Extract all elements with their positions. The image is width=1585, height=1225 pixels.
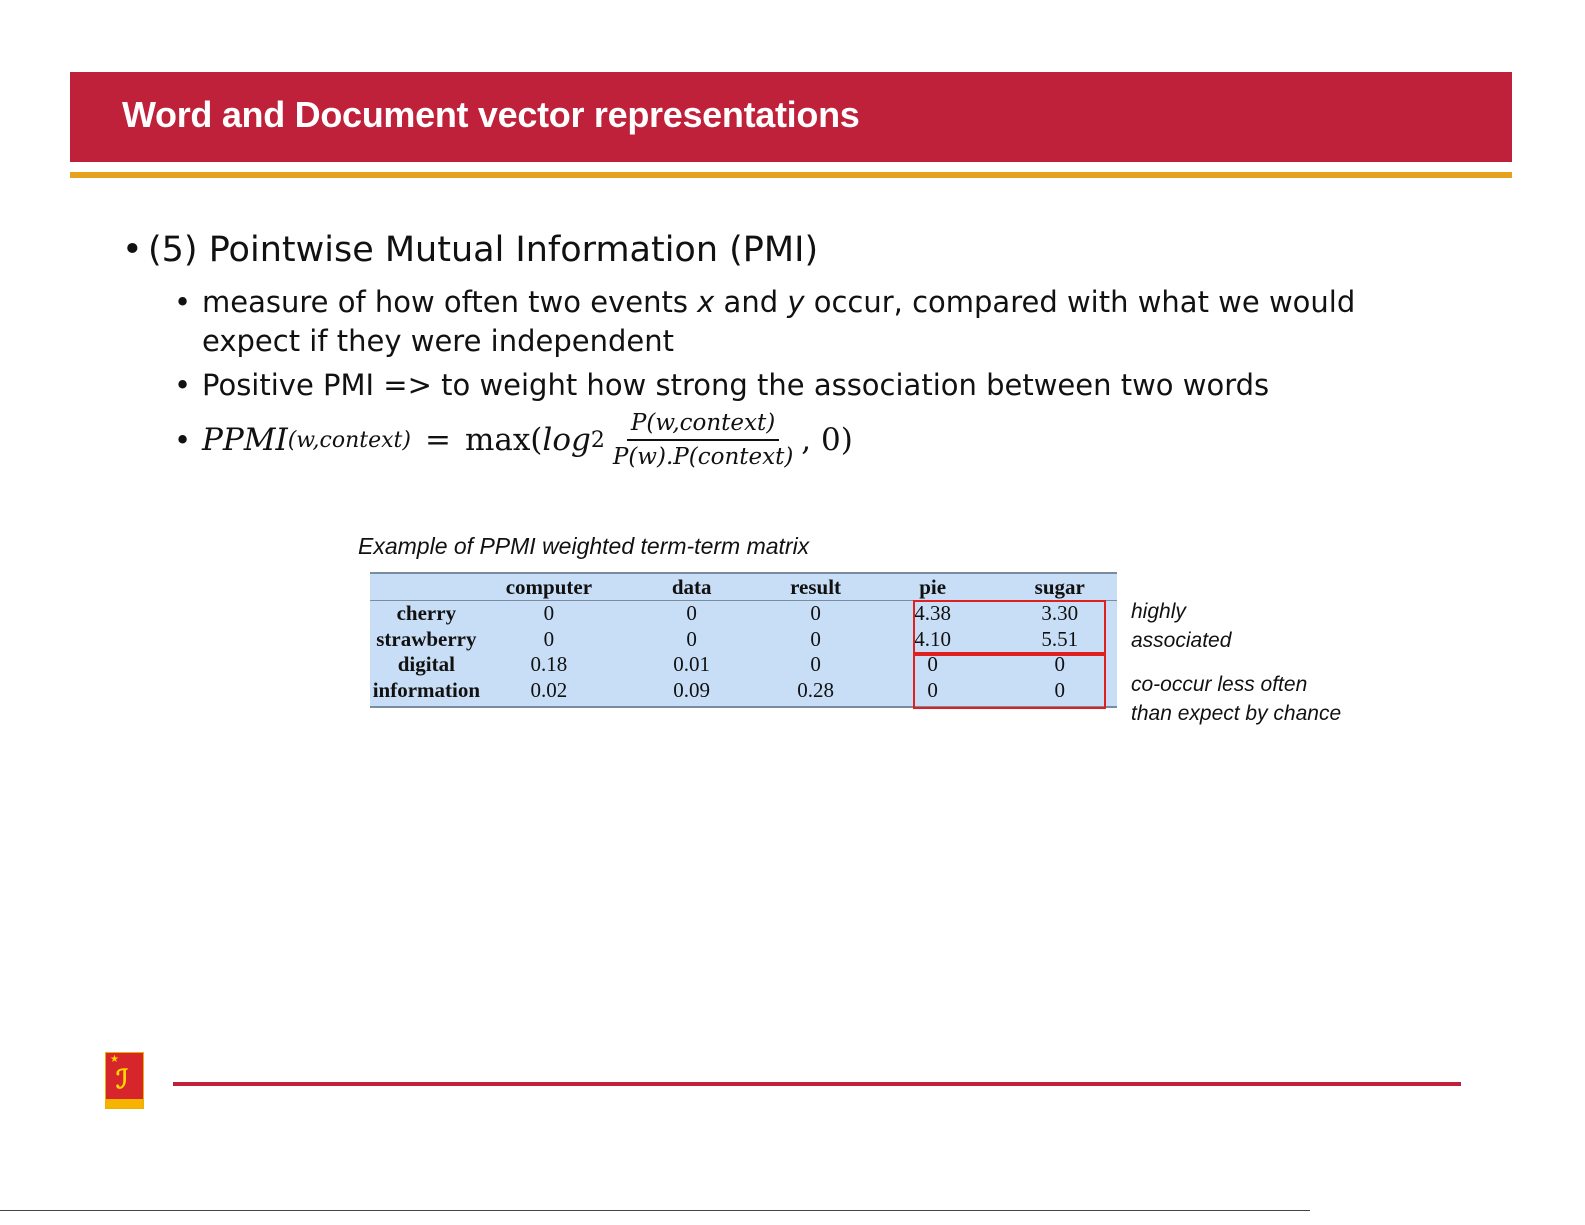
title-bar [70,72,1512,162]
column-header-pie: pie [863,574,1003,601]
table-cell: 0.09 [673,677,711,702]
note-cooccur-line1: co-occur less often [1131,673,1308,696]
table-cell: 0 [927,652,938,677]
variable-y: y [787,285,805,319]
university-logo-icon: ★ ℐ [105,1052,144,1109]
bullet-positive-pmi-text: Positive PMI => to weight how strong the association between two words [202,368,1270,402]
note-cooccur-line2: than expect by chance [1131,702,1342,725]
table-header-row [370,574,1117,601]
formula-log: log [542,422,591,458]
table-cell: 0 [686,601,697,626]
table-cell: 0 [1054,677,1065,702]
bullet-ppmi-formula [174,410,853,470]
slide-title: Word and Document vector representations [122,94,860,135]
bullet-pmi-definition [174,283,1404,361]
bullet-pmi-heading [122,230,818,270]
ppmi-formula [202,410,853,470]
formula-numerator: P(w,context) [627,410,779,441]
table-cell: 0 [543,601,555,626]
table-cell: 4.10 [914,626,952,651]
bullet-pmi-text: (5) Pointwise Mutual Information (PMI) [148,230,819,270]
table-cell: 0.02 [530,677,568,702]
bullet-definition-text [202,283,1382,361]
column-header-sugar: sugar [1002,574,1117,601]
page-bottom-line [0,1210,1310,1211]
table-cell: 0 [1054,652,1065,677]
table-cell: 3.30 [1041,601,1079,626]
row-label: digital [397,652,455,677]
definition-part2: and [714,285,788,319]
formula-fraction [609,410,797,470]
title-accent-rule [70,172,1512,178]
variable-x: x [697,285,715,319]
table-cell: 5.51 [1041,626,1079,651]
row-label: information [372,677,481,702]
definition-part1: measure of how often two events [202,285,698,319]
row-label: strawberry [376,626,477,651]
table-cell: 0.01 [673,652,711,677]
table-cell: 0 [810,652,821,677]
bullet-icon: • [174,368,192,402]
column-header-result: result [768,574,863,601]
footer-rule [173,1082,1461,1086]
table-cell: 0 [927,677,938,702]
bullet-positive-pmi [174,368,1269,402]
formula-denominator: P(w).P(context) [612,444,794,470]
bullet-icon: • [174,423,192,457]
column-header-data: data [615,574,768,601]
formula-tail: , 0) [801,422,853,458]
table-cell: 4.38 [914,601,952,626]
note-highly-line2: associated [1131,629,1232,652]
note-highly-line1: highly [1131,600,1186,623]
column-header [370,574,483,601]
note-cooccur-less [1131,670,1341,728]
formula-equals: = [424,422,451,458]
table-cell: 0 [810,626,821,651]
highly-associated-highlight-box [913,600,1106,656]
table-cell: 0 [543,626,555,651]
formula-lhs-subscript: (w,context) [287,427,411,453]
table-cell: 0.18 [530,652,568,677]
formula-max: max( [464,422,543,458]
table-cell: 0 [810,601,821,626]
low-cooccurrence-highlight-box [913,652,1106,709]
matrix-caption: Example of PPMI weighted term-term matrix [358,533,810,559]
definition-part3: occur, compared with what we would expect if they were independent [202,285,1356,358]
formula-lhs: PPMI [202,422,288,458]
bullet-icon: • [174,285,192,319]
note-highly-associated [1131,597,1231,655]
table-cell: 0 [686,626,697,651]
row-label: cherry [396,601,457,626]
formula-log-base: 2 [590,427,605,453]
table-cell: 0.28 [797,677,834,702]
column-header-computer: computer [483,574,615,601]
bullet-icon: • [122,230,143,270]
